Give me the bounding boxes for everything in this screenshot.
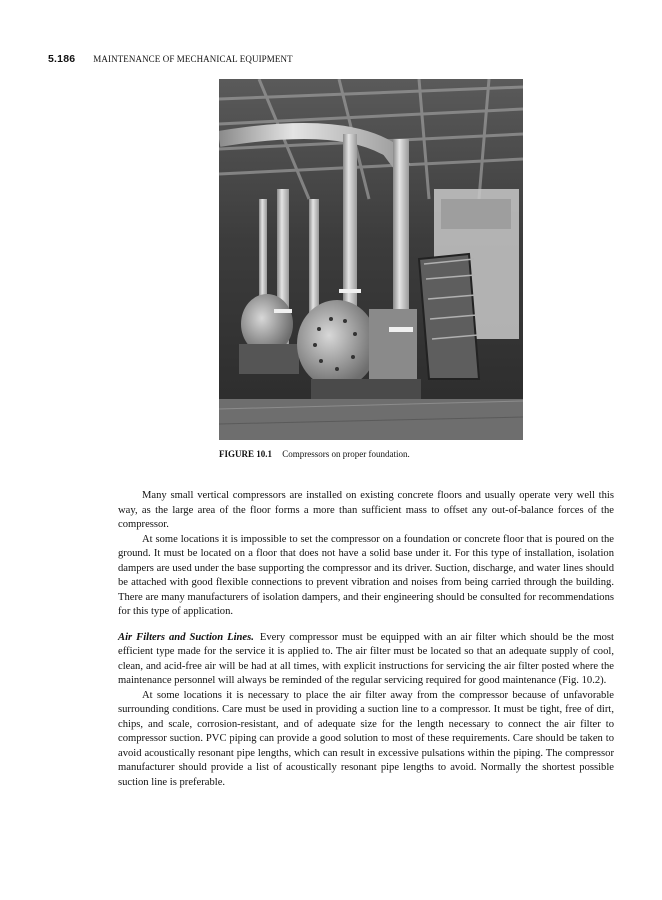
figure-label: FIGURE 10.1 [219, 449, 273, 459]
paragraph: At some locations it is necessary to place the air filter away from the compressor because of unfavorable surrounding conditions. Care must be used in providing a suction line to a compressor. It must be tight, free of dirt, chips, and scale, corrosion-resistant, and of adequate size for the length necessary to connect the air filter to compressor suction. PVC piping can provide a good solution to most of these requirements. Care should be taken to avoid acoustically resonant pipe lengths, which can result in excessive pulsations within the piping. The compressor manufacturer should provide a list of acoustically resonant pipe lengths to avoid. Normally the shortest possible suction line is preferable. [118, 689, 614, 788]
section-paragraph-text: Every compressor must be equipped with an air filter which should be the most efficient type made for the service it is applied to. The air filter must be located so that an adequate supply of cool, clean, and acid-free air will be had at all times, with explicit instructions for servicing the air filter posted where the maintenance personnel will always be reminded of the regular servicing required for good maintenance (Fig. 10.2). [118, 631, 614, 686]
running-head: MAINTENANCE OF MECHANICAL EQUIPMENT [93, 54, 293, 64]
figure-caption [219, 449, 410, 459]
compressor-photo [219, 79, 523, 440]
figure-caption-text: Compressors on proper foundation. [282, 449, 410, 459]
paragraph: At some locations it is impossible to set the compressor on a foundation or concrete floor that is poured on the ground. It must be located on a floor that does not have a solid base under it. For this type of installation, isolation dampers are used under the base supporting the compressor and its driver. Suction, discharge, and water lines should be attached with good flexible connections to prevent vibration and noises from being carried through the building. There are many manufacturers of isolation dampers, and their engineering should be consulted for recommendations for this type of application. [118, 533, 614, 617]
paragraph: Many small vertical compressors are installed on existing concrete floors and usually operate very well this way, as the large area of the floor forms a more than sufficient mass to offset any out-of-balance forces of the compressor. [118, 490, 614, 530]
section-heading: Air Filters and Suction Lines. [118, 631, 254, 643]
page-header [48, 49, 293, 65]
body-text [118, 489, 614, 790]
section-paragraph [118, 631, 614, 689]
page-number: 5.186 [48, 53, 76, 65]
